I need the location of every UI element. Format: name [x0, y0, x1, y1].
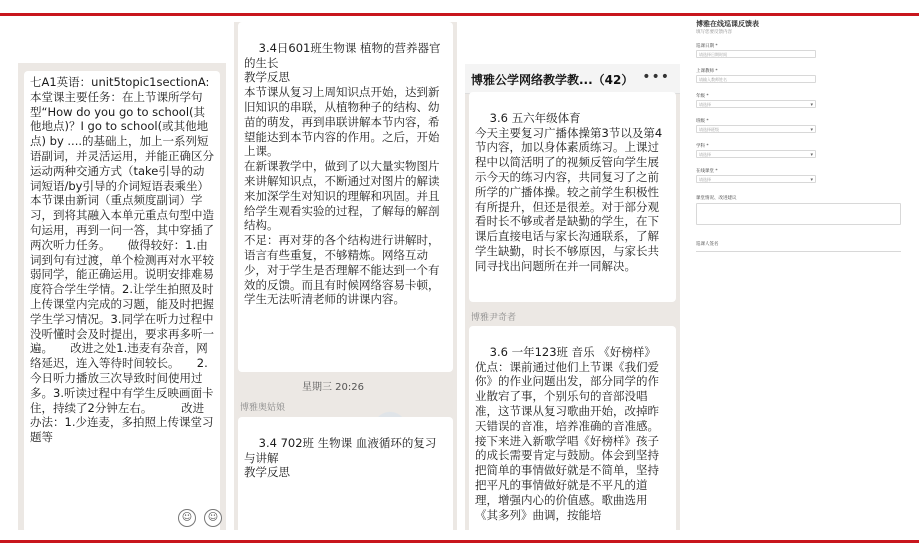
message-timestamp: 星期三 20:26 — [302, 382, 364, 393]
group-title: 博雅公学网络教学教...（42） — [471, 73, 634, 87]
field-label: 班级 * — [696, 119, 709, 124]
message-text: 3.4日601班生物课 植物的营养器官的生长 教学反思 本节课从复习上周知识点开始，达到新旧知识的串联，从植物种子的结构、幼苗的萌发，再到串联讲解本节内容，希望能达到本节内容的作用。之后，开始上课。 在新课教学中，做到了以大量实物图片来讲解知识点，不断通过对图片的解读来加深学生对知识的理解和巩固。并且给学生观看实验的过程，了解每的解剖结构。 不足：再对芽的各个结构进行讲解时，语言有些重复，不够精炼。网络互动少，对于学生是否理解不能达到一个有效的反馈。而且有时候网络容易卡顿，学生无法听清老师的讲课内容。 — [244, 40, 441, 307]
more-icon[interactable]: ••• — [642, 69, 670, 85]
field-label: 巡课人签名 — [696, 242, 719, 247]
message-bubble — [24, 71, 220, 530]
class-select[interactable]: 请选择班级 ▾ — [696, 125, 816, 133]
message-text: 3.4 702班 生物课 血液循环的复习与讲解 教学反思 — [244, 435, 437, 480]
sender-name: 博雅奥姑娘 — [240, 403, 286, 413]
grade-select[interactable]: 请选择 ▾ — [696, 100, 816, 108]
feedback-form — [688, 17, 913, 267]
message-text: 3.6 一年123班 音乐 《好榜样》 优点：课前通过他们上节课《我们爱你》的作业问题出发，部分同学的作业散宕了事，个别乐句的音部没唱准，这节课从复习歌曲开始，改掉昨天错误的音准，培养准确的音准感。接下来进入新歌学唱《好榜样》孩子的成长需要肯定与鼓励。体会到坚持把简单的事情做好就是不简单，坚持把平凡的事情做好就是不平凡的道理，增强内心的价值感。歌曲选用《其多列》曲调，按能培 — [475, 344, 659, 522]
chat-screenshot-biology — [234, 22, 457, 530]
field-label: 上课教师 * — [696, 69, 718, 74]
message-bubble — [238, 417, 453, 530]
date-input[interactable]: 请选择日期时间 — [696, 50, 816, 58]
field-label: 年级 * — [696, 94, 709, 99]
message-text: 七A1英语：unit5topic1sectionA:本堂课主要任务：在上节课所学句型“How do you go to school(其他地点)？I go to school(或其他地点) by ....的基础上，加上一系列短语副词，并灵活运用，并能正确区分运动两种交通方式（take引导的动词短语/by引导的介词短语表乘坐）本节课由新词（重点频度副词）学习，到将其融入本单元重点句型中造句运用，再到一问一答，其中穿插了两次听力任务。 做得较好：1.由词到句有过渡，单个检测再对水平较弱同学，能正确运用。说明安排难易度符合学生学情。2.让学生拍照及时上传课堂内完成的习题，能及时把握学生学习情况。3.同学在听力过程中没听懂时会及时提出，要求再多听一遍。 改进之处1.违麦有杂音，网络延迟，连入等待时间较长。 2.今日听力播放三次导致时间使用过多。3.听读过程中有学生反映画面卡住，持续了2分钟左右。 改进办法：1.少连麦，多拍照上传课堂习题等 — [30, 75, 214, 445]
chat-screenshot-group — [465, 64, 680, 530]
emoji-icon[interactable]: ☺ — [204, 509, 222, 527]
online-class-select[interactable]: 请选择 ▾ — [696, 175, 816, 183]
comments-textarea[interactable] — [696, 203, 901, 225]
field-label: 巡课日期 * — [696, 44, 718, 49]
field-label: 课堂情况、改进建议 — [696, 196, 737, 201]
teacher-input[interactable]: 请输入教师姓名 — [696, 75, 816, 83]
chat-screenshot-english — [18, 63, 226, 530]
subject-select[interactable]: 请选择 ▾ — [696, 150, 816, 158]
top-red-rule — [0, 13, 919, 16]
message-bubble — [469, 92, 676, 302]
signature-line[interactable] — [696, 251, 901, 252]
voice-icon[interactable]: ☺ — [178, 509, 196, 527]
sender-name: 博雅尹奇者 — [471, 313, 517, 323]
field-label: 学科 * — [696, 144, 709, 149]
message-bubble — [238, 22, 453, 372]
message-text: 3.6 五六年级体育 今天主要复习广播体操第3节以及第4节内容，加以身体素质练习。上课过程中以简活明了的视频反管向学生展示今天的练习内容，共同复习了之前所学的广播体操。较之前学生积极性有所提升，但还是很差。对于部分观看时长不够或者是缺勤的学生，在下课后直接电话与家长沟通联系，了解学生缺勤，时长不够原因，与家长共同寻找出问题所在并一同解决。 — [475, 110, 663, 273]
bottom-red-rule — [0, 540, 919, 543]
form-title: 博雅在线巡课反馈表 — [696, 20, 759, 28]
chat-header — [465, 64, 680, 94]
field-label: 在线课堂 * — [696, 169, 718, 174]
form-subtitle: 填写您要反馈内容 — [696, 30, 732, 35]
message-bubble — [469, 326, 676, 530]
